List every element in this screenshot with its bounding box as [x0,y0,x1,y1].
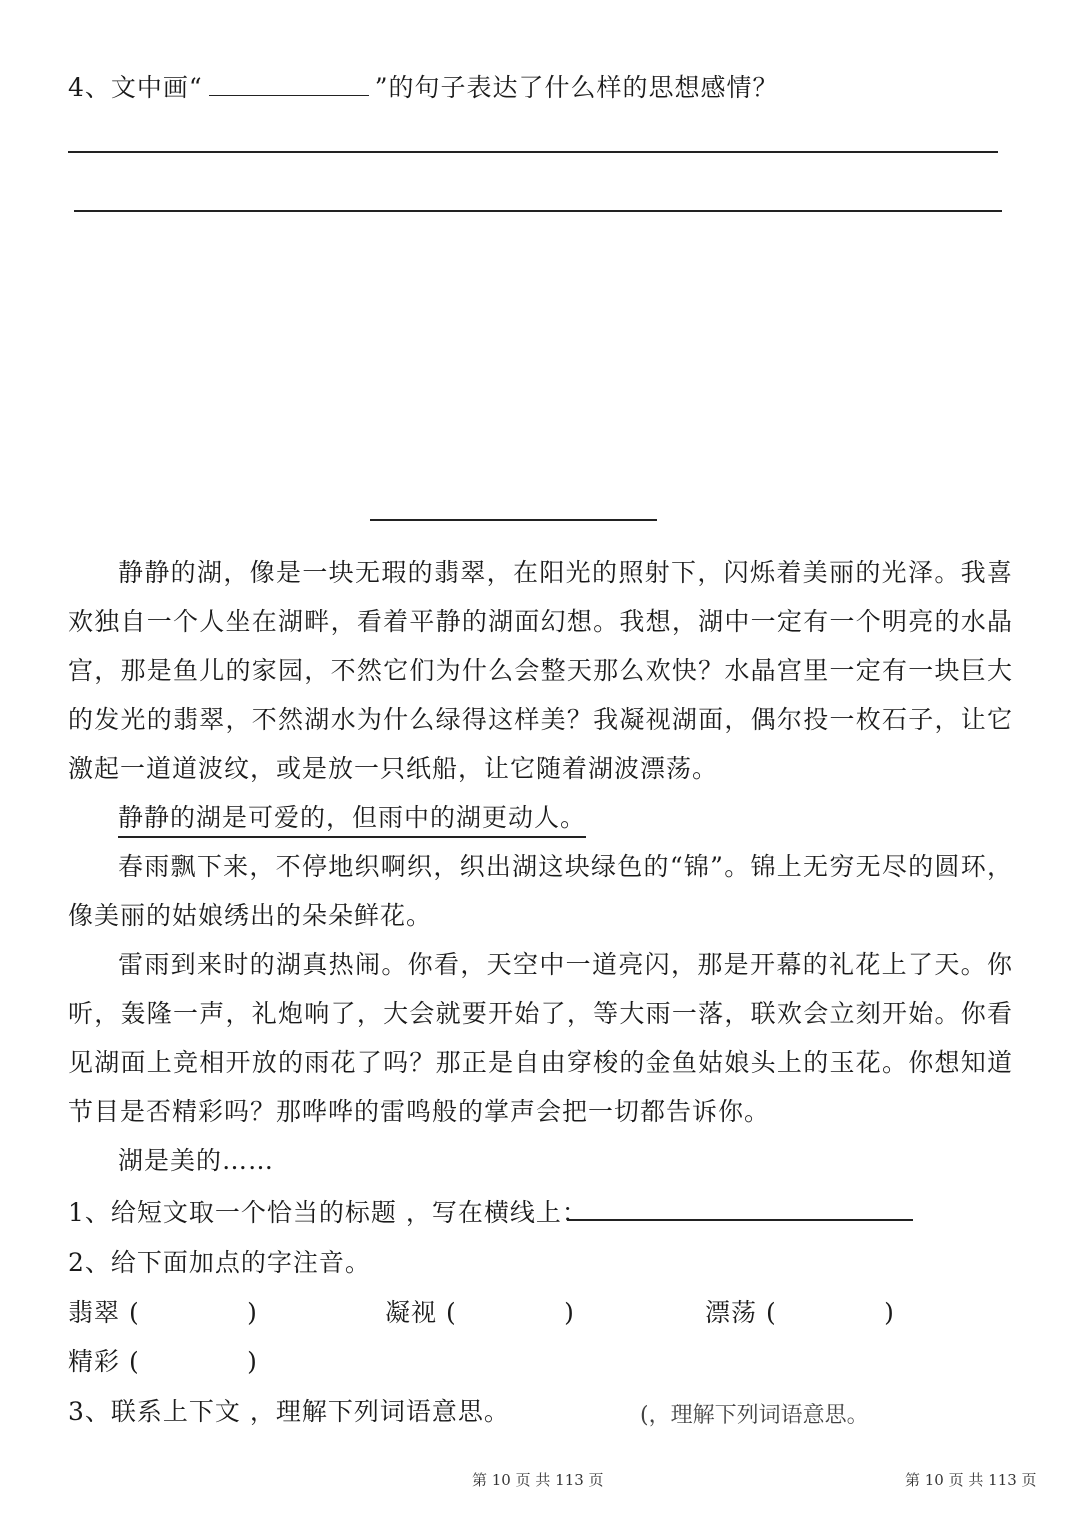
pinyin-paren: ( ) [765,1298,895,1327]
question-1-text: 1、给短文取一个恰当的标题 ，写在横线上： [68,1198,588,1227]
question-4-prefix: 4、文中画“ [68,73,203,102]
pinyin-paren: ( ) [128,1298,258,1327]
page-footer-right: 第 10 页 共 113 页 [905,1471,1037,1489]
question-4-inline-blank [209,77,369,96]
question-4 [68,68,778,104]
answer-line-2 [74,210,1002,212]
pinyin-item-1 [68,1293,258,1329]
passage-paragraph-4: 雷雨到来时的湖真热闹。你看，天空中一道亮闪，那是开幕的礼花上了天。你听，轰隆一声，礼炮响了，大会就要开始了，等大雨一落，联欢会立刻开始。你看见湖面上竞相开放的雨花了吗？那正是自由穿梭的金鱼姑娘头上的玉花。你想知道节目是否精彩吗？那哗哗的雷鸣般的掌声会把一切都告诉你。 [68,950,1013,1126]
pinyin-word: 精彩 [68,1347,121,1376]
question-4-suffix: ”的句子表达了什么样的思想感情？ [374,73,779,102]
pinyin-paren: ( ) [128,1347,258,1376]
question-3 [68,1392,510,1428]
pinyin-paren: ( ) [445,1298,575,1327]
question-3-duplicate-fragment: (，理解下列词语意思。 [640,1403,869,1428]
page-footer-left: 第 10 页 共 113 页 [472,1471,604,1489]
title-blank-line [370,519,657,521]
passage-paragraph-1: 静静的湖，像是一块无瑕的翡翠，在阳光的照射下，闪烁着美丽的光泽。我喜欢独自一个人坐在湖畔，看着平静的湖面幻想。我想，湖中一定有一个明亮的水晶宫，那是鱼儿的家园，不然它们为什么会整天那么欢快？水晶宫里一定有一块巨大的发光的翡翠，不然湖水为什么绿得这样美？我凝视湖面，偶尔投一枚石子，让它激起一道道波纹，或是放一只纸船，让它随着湖波漂荡。 [68,558,1013,783]
pinyin-word: 漂荡 [705,1298,758,1327]
passage-paragraph-2 [68,793,1013,842]
question-1 [68,1193,588,1229]
pinyin-word: 凝视 [385,1298,438,1327]
passage-paragraph-5: 湖是美的…… [118,1146,275,1175]
question-3-text: 3、联系上下文 ，理解下列词语意思。 [68,1397,510,1426]
underlined-sentence: 静静的湖是可爱的，但雨中的湖更动人。 [118,803,586,838]
answer-line-1 [68,151,998,153]
pinyin-word: 翡翠 [68,1298,121,1327]
pinyin-item-2 [385,1293,575,1329]
question-2 [68,1243,371,1279]
pinyin-item-3 [705,1293,895,1329]
passage-paragraph-3: 春雨飘下来，不停地织啊织，织出湖这块绿色的“锦”。锦上无穷无尽的圆环，像美丽的姑娘绣出的朵朵鲜花。 [68,852,1013,930]
question-1-answer-line [567,1219,913,1221]
question-2-text: 2、给下面加点的字注音。 [68,1248,371,1277]
pinyin-item-4 [68,1342,258,1378]
